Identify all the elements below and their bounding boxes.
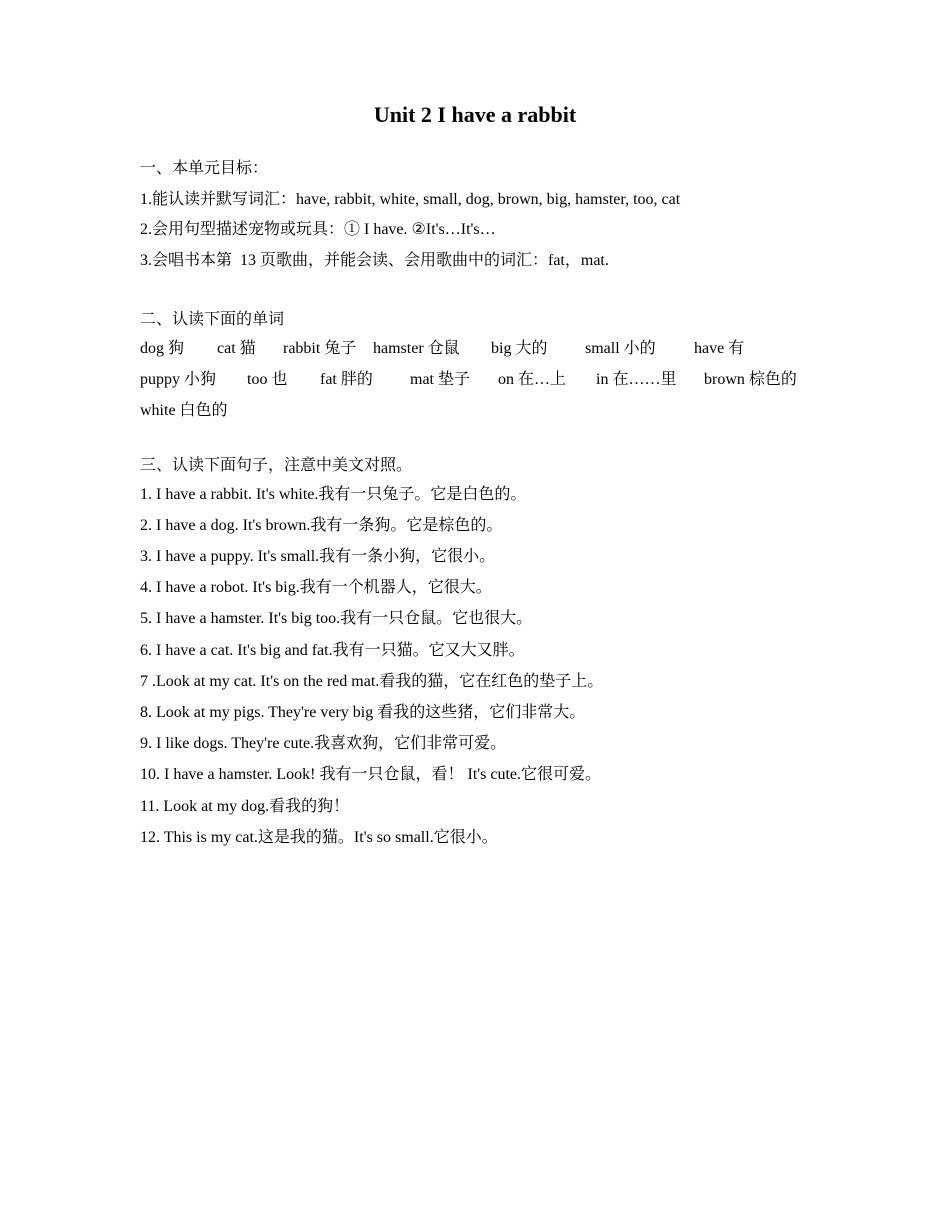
sentence-3: 3. I have a puppy. It's small.我有一条小狗，它很小。 (140, 548, 496, 565)
vocab-word: on 在…上 (498, 371, 567, 388)
vocab-word: too 也 (247, 371, 288, 388)
goal-item-1: 1.能认读并默写词汇：have, rabbit, white, small, dog, brown, big, hamster, too, cat (140, 191, 681, 208)
section-3-heading: 三、认读下面句子，注意中美文对照。 (140, 457, 413, 474)
vocab-word: fat 胖的 (320, 371, 373, 388)
sentence-4: 4. I have a robot. It's big.我有一个机器人，它很大。 (140, 579, 492, 596)
section-1-heading: 一、本单元目标： (140, 160, 269, 177)
vocab-word: dog 狗 (140, 340, 185, 357)
sentence-5: 5. I have a hamster. It's big too.我有一只仓鼠。它也很大。 (140, 610, 533, 627)
vocab-word: small 小的 (585, 340, 656, 357)
sentence-9: 9. I like dogs. They're cute.我喜欢狗，它们非常可爱。 (140, 735, 507, 752)
sentence-8: 8. Look at my pigs. They're very big 看我的这些猪，它们非常大。 (140, 704, 586, 721)
sentence-7: 7 .Look at my cat. It's on the red mat.看我的猫，它在红色的垫子上。 (140, 673, 604, 690)
sentence-1: 1. I have a rabbit. It's white.我有一只兔子。它是白色的。 (140, 486, 527, 503)
vocab-word: in 在……里 (596, 371, 677, 388)
vocab-word: cat 猫 (217, 340, 256, 357)
goal-item-2: 2.会用句型描述宠物或玩具：① I have. ②It's…It's… (140, 221, 496, 238)
vocab-word: big 大的 (491, 340, 548, 357)
sentence-2: 2. I have a dog. It's brown.我有一条狗。它是棕色的。 (140, 517, 503, 534)
vocab-word: brown 棕色的 (704, 371, 797, 388)
vocab-word: hamster 仓鼠 (373, 340, 460, 357)
vocab-word: white 白色的 (140, 402, 228, 419)
vocab-word: have 有 (694, 340, 745, 357)
sentence-6: 6. I have a cat. It's big and fat.我有一只猫。它又大又胖。 (140, 642, 525, 659)
vocab-word: puppy 小狗 (140, 371, 217, 388)
sentence-11: 11. Look at my dog.看我的狗！ (140, 798, 350, 815)
sentence-10: 10. I have a hamster. Look! 我有一只仓鼠，看！ It's cute.它很可爱。 (140, 766, 602, 783)
sentence-12: 12. This is my cat.这是我的猫。It's so small.它很小。 (140, 829, 498, 846)
page-title: Unit 2 I have a rabbit (373, 102, 577, 127)
vocab-word: mat 垫子 (410, 371, 470, 388)
section-2-heading: 二、认读下面的单词 (140, 311, 285, 328)
goal-item-3: 3.会唱书本第 13 页歌曲，并能会读、会用歌曲中的词汇：fat，mat. (140, 252, 609, 269)
vocab-word: rabbit 兔子 (283, 340, 357, 357)
